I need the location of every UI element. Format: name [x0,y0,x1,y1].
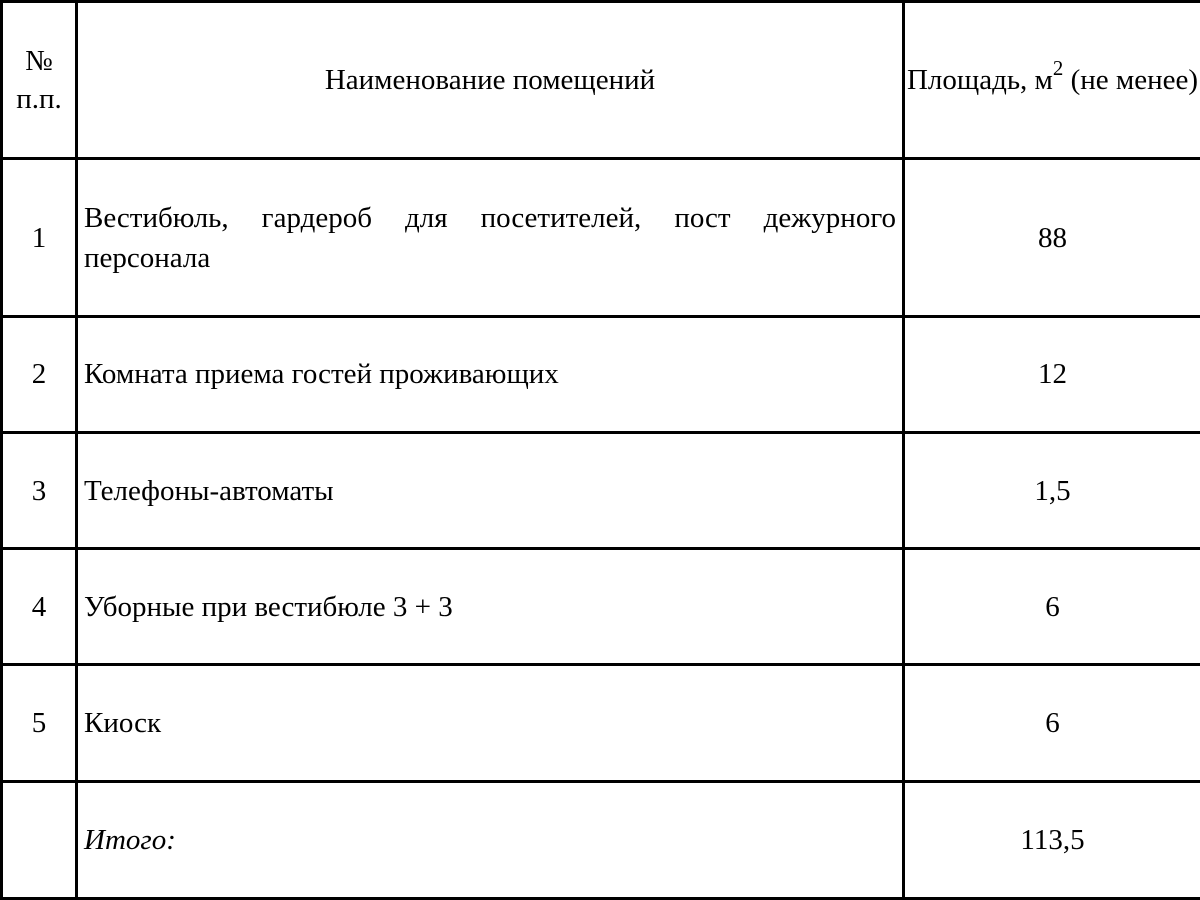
table-row [2,549,1200,665]
header-name-cell [77,2,904,159]
table-total-row [2,781,1200,898]
header-number-cell [2,2,77,159]
row-area-value: 6 [904,549,1200,665]
table-row [2,159,1200,316]
header-area-superscript: 2 [1052,56,1064,81]
header-area-prefix: Площадь, м [906,64,1053,97]
header-area-cell [904,2,1200,159]
header-area-suffix: (не менее) [1063,64,1199,97]
row-area-value: 12 [904,316,1200,432]
row-number: 1 [2,159,77,316]
table-row [2,316,1200,432]
row-area-value: 1,5 [904,432,1200,548]
row-number: 3 [2,432,77,548]
total-area-value: 113,5 [904,781,1200,898]
total-number-cell [2,781,77,898]
table-row [2,432,1200,548]
table-header-row [2,2,1200,159]
row-number: 2 [2,316,77,432]
row-area-value: 6 [904,665,1200,781]
row-room-name: Телефоны-автоматы [77,432,904,548]
row-number: 4 [2,549,77,665]
row-room-name: Киоск [77,665,904,781]
header-number-symbol: № [25,45,53,78]
row-area-value: 88 [904,159,1200,316]
row-room-name: Вестибюль, гардероб для посетителей, пост дежурного персонала [77,159,904,316]
table-row [2,665,1200,781]
total-label: Итого: [77,781,904,898]
row-room-name: Уборные при вестибюле 3 + 3 [77,549,904,665]
header-number-abbrev: п.п. [16,83,62,116]
row-room-name: Комната приема гостей проживающих [77,316,904,432]
row-number: 5 [2,665,77,781]
header-name-label: Наименование помещений [324,64,656,97]
